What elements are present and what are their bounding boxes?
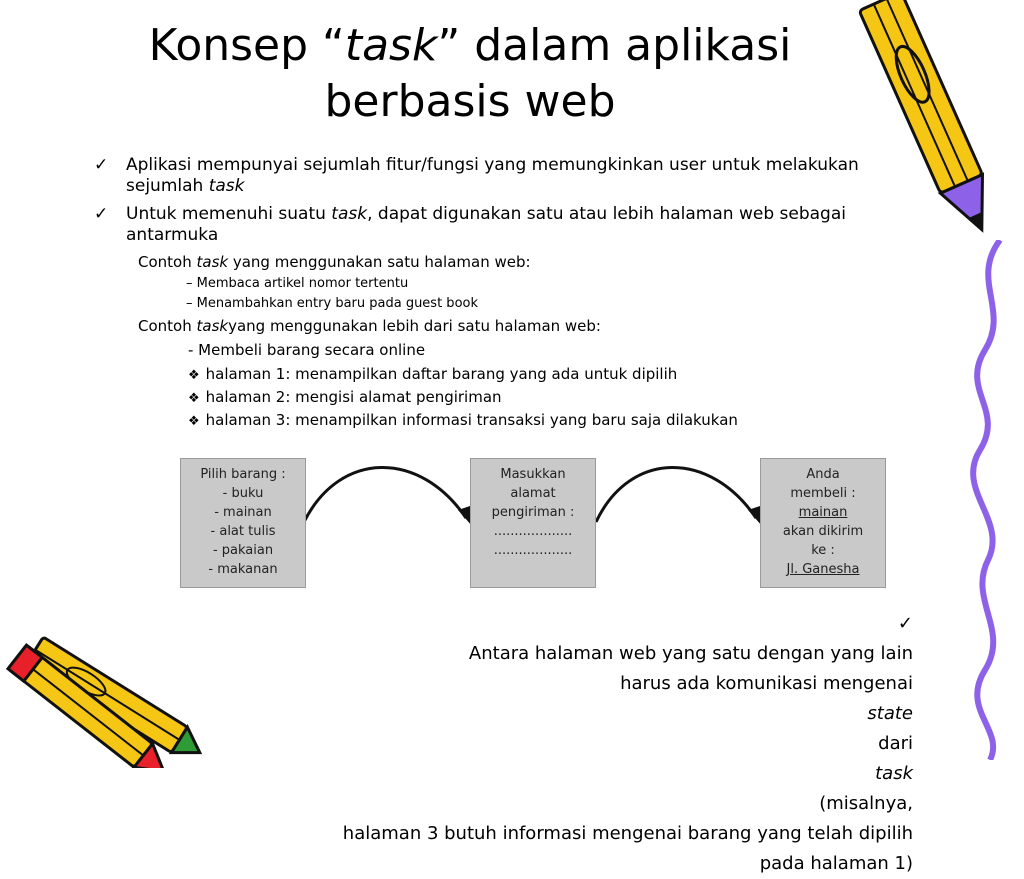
example-2-item: ❖ halaman 2: mengisi alamat pengiriman <box>188 388 502 406</box>
bottom-line-3: halaman 3 butuh informasi mengenai barang yang telah dipilih <box>342 823 913 844</box>
bottom-line-2: harus ada komunikasi mengenai state dari task (misalnya, <box>620 673 913 814</box>
example-2-item: ❖ halaman 3: menampilkan informasi transaksi yang baru saja dilakukan <box>188 411 738 429</box>
check-icon: ✓ <box>94 204 109 224</box>
diagram-box-confirmation: Anda membeli : mainan akan dikirim ke : Jl. Ganesha <box>760 458 886 588</box>
example-1-item: – Membaca artikel nomor tertentu <box>186 276 409 291</box>
check-icon: ✓ <box>94 155 109 175</box>
example-2-item: ❖ halaman 1: menampilkan daftar barang yang ada untuk dipilih <box>188 365 678 383</box>
check-icon: ✓ <box>897 613 913 634</box>
diamond-bullet-icon: ❖ <box>188 391 200 406</box>
bullet-2 <box>94 204 914 246</box>
diamond-bullet-icon: ❖ <box>188 414 200 429</box>
title-line-1: Konsep “task” dalam aplikasi <box>148 20 792 71</box>
diagram-box-select-items: Pilih barang : - buku - mainan - alat tulis - pakaian - makanan <box>180 458 306 588</box>
crossed-pencils-icon <box>0 620 210 768</box>
bottom-line-1: ✓ Antara halaman web yang satu dengan yang lain <box>180 609 913 669</box>
wavy-line-decoration <box>960 240 1020 760</box>
diamond-bullet-icon: ❖ <box>188 368 200 383</box>
title-line-2: berbasis web <box>324 76 616 127</box>
pencil-icon <box>858 0 1008 245</box>
bottom-note <box>180 609 913 879</box>
example-2-intro: - Membeli barang secara online <box>188 341 426 359</box>
bullet-1-text: Aplikasi mempunyai sejumlah fitur/fungsi yang memungkinkan user untuk melakukan sejumlah task <box>126 155 859 196</box>
slide-title <box>90 18 850 130</box>
example-1-heading: Contoh task yang menggunakan satu halaman web: <box>138 253 531 271</box>
bullet-2-text: Untuk memenuhi suatu task, dapat digunakan satu atau lebih halaman web sebagai antarmuka <box>126 204 846 245</box>
bullet-1 <box>94 155 914 197</box>
bottom-line-4: pada halaman 1) <box>759 853 913 874</box>
example-2-heading: Contoh taskyang menggunakan lebih dari satu halaman web: <box>138 317 601 335</box>
example-1-item: – Menambahkan entry baru pada guest book <box>186 296 478 311</box>
diagram-box-address: Masukkan alamat pengiriman : ................... ................... <box>470 458 596 588</box>
title-italic-task: task <box>344 20 438 71</box>
